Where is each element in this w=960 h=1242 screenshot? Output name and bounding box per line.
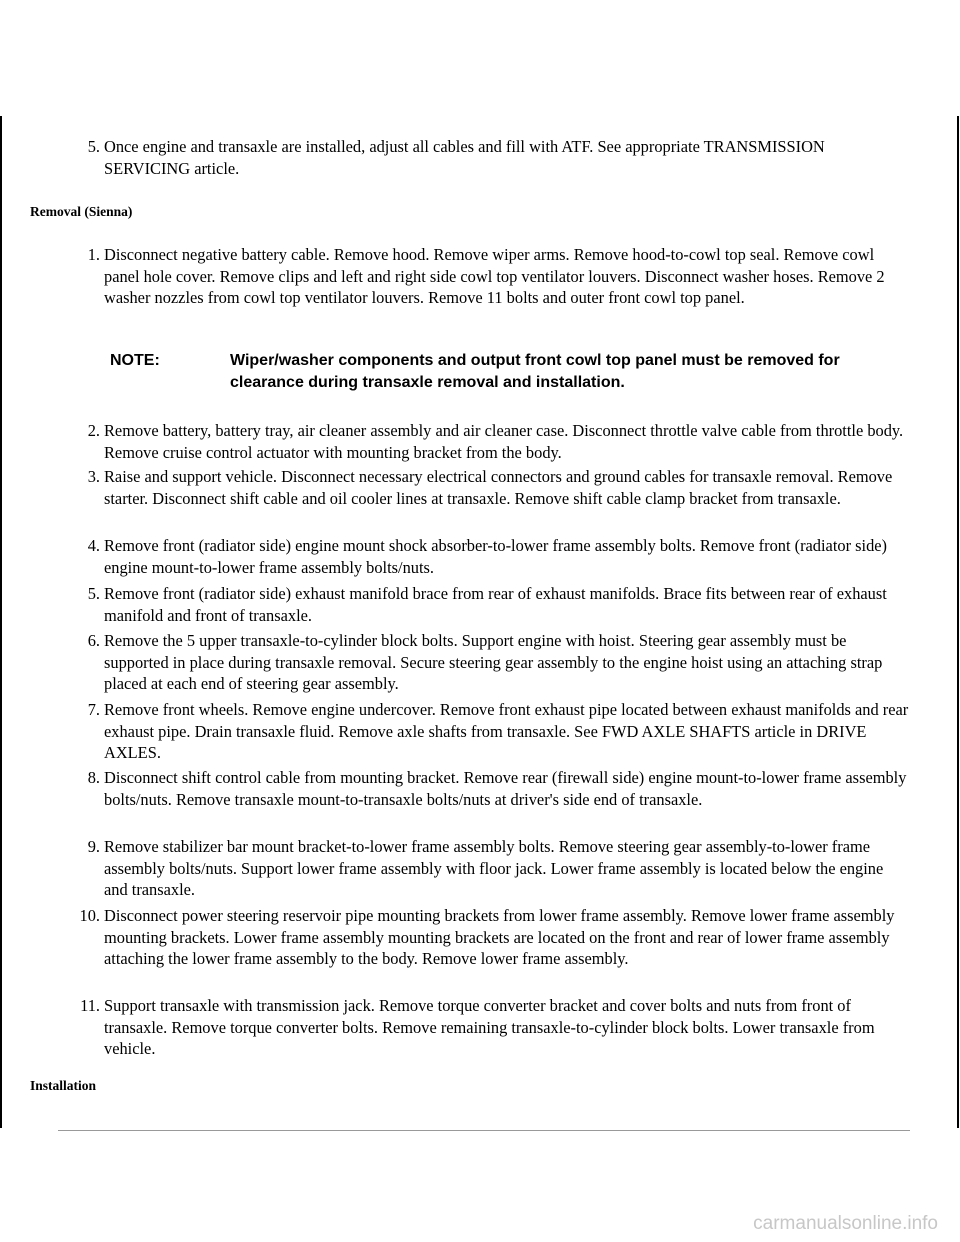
step-text: Remove front (radiator side) engine mount shock absorber-to-lower frame assembly bolts. Remove front (radiator side) engine mount-to-lower frame assembly bolts/nuts.: [104, 536, 887, 577]
page-border-right: [957, 116, 959, 1128]
step-number: 5.: [87, 584, 100, 603]
step-number: 3.: [87, 467, 100, 486]
step-text: Disconnect shift control cable from mounting bracket. Remove rear (firewall side) engine mount-to-lower frame assembly bolts/nuts. Remove transaxle mount-to-transaxle bolts/nuts at driver's side end of transaxle.: [104, 768, 907, 809]
section-heading-installation: Installation: [30, 1078, 97, 1093]
step-text: Remove front (radiator side) exhaust manifold brace from rear of exhaust manifolds. Brace fits between rear of exhaust manifold and front of transaxle.: [104, 584, 887, 625]
step-number: 10.: [79, 906, 100, 925]
note-label: NOTE:: [110, 352, 160, 369]
step-number: 11.: [80, 996, 100, 1015]
note-text: Wiper/washer components and output front cowl top panel must be removed for clearance during transaxle removal and installation.: [230, 352, 840, 391]
step-text: Remove the 5 upper transaxle-to-cylinder block bolts. Support engine with hoist. Steering gear assembly must be supported in place during transaxle removal. Secure steering gear assembly to the engine hoist using an attaching strap placed at each end of steering gear assembly.: [104, 631, 883, 693]
step-text: Support transaxle with transmission jack. Remove torque converter bracket and cover bolts and nuts from front of transaxle. Remove torque converter bolts. Remove remaining transaxle-to-cylinder block bolts. Lower transaxle from vehicle.: [104, 996, 875, 1058]
step-number: 7.: [87, 700, 100, 719]
step-text: Remove battery, battery tray, air cleaner assembly and air cleaner case. Disconnect throttle valve cable from throttle body. Remove cruise control actuator with mounting bracket from the body.: [104, 421, 904, 462]
step-text: Remove stabilizer bar mount bracket-to-lower frame assembly bolts. Remove steering gear assembly-to-lower frame assembly bolts/nuts. Support lower frame assembly with floor jack. Lower frame assembly is located below the engine and transaxle.: [104, 837, 884, 899]
step-number: 2.: [87, 421, 100, 440]
step-text: Raise and support vehicle. Disconnect necessary electrical connectors and ground cables for transaxle removal. Remove starter. Disconnect shift cable and oil cooler lines at transaxle. Remove shift cable clamp bracket from transaxle.: [104, 467, 893, 508]
step-number: 1.: [87, 245, 100, 264]
step-text: Disconnect power steering reservoir pipe mounting brackets from lower frame assembly. Remove lower frame assembly mounting brackets. Lower frame assembly mounting brackets are located on the front and rear of lower frame assembly attaching the lower frame assembly to the body. Remove lower frame assembly.: [104, 906, 895, 968]
footer-divider: [58, 1130, 910, 1131]
step-text: Disconnect negative battery cable. Remove hood. Remove wiper arms. Remove hood-to-cowl top seal. Remove cowl panel hole cover. Remove clips and left and right side cowl top ventilator louvers. Disconnect washer hoses. Remove 2 washer nozzles from cowl top ventilator louvers. Remove 11 bolts and outer front cowl top panel.: [104, 245, 885, 307]
section-heading-removal: Removal (Sienna): [30, 204, 133, 219]
step-text: Remove front wheels. Remove engine undercover. Remove front exhaust pipe located between exhaust manifolds and rear exhaust pipe. Drain transaxle fluid. Remove axle shafts from transaxle. See FWD AXLE SHAFTS article in DRIVE AXLES.: [104, 700, 909, 762]
step-number: 4.: [87, 536, 100, 555]
step-number: 6.: [87, 631, 100, 650]
page-border-left: [0, 116, 2, 1128]
step-number: 5.: [87, 137, 100, 156]
step-text: Once engine and transaxle are installed, adjust all cables and fill with ATF. See appropriate TRANSMISSION SERVICING article.: [104, 137, 825, 178]
step-number: 9.: [87, 837, 100, 856]
watermark: carmanualsonline.info: [753, 1213, 938, 1234]
step-number: 8.: [87, 768, 100, 787]
